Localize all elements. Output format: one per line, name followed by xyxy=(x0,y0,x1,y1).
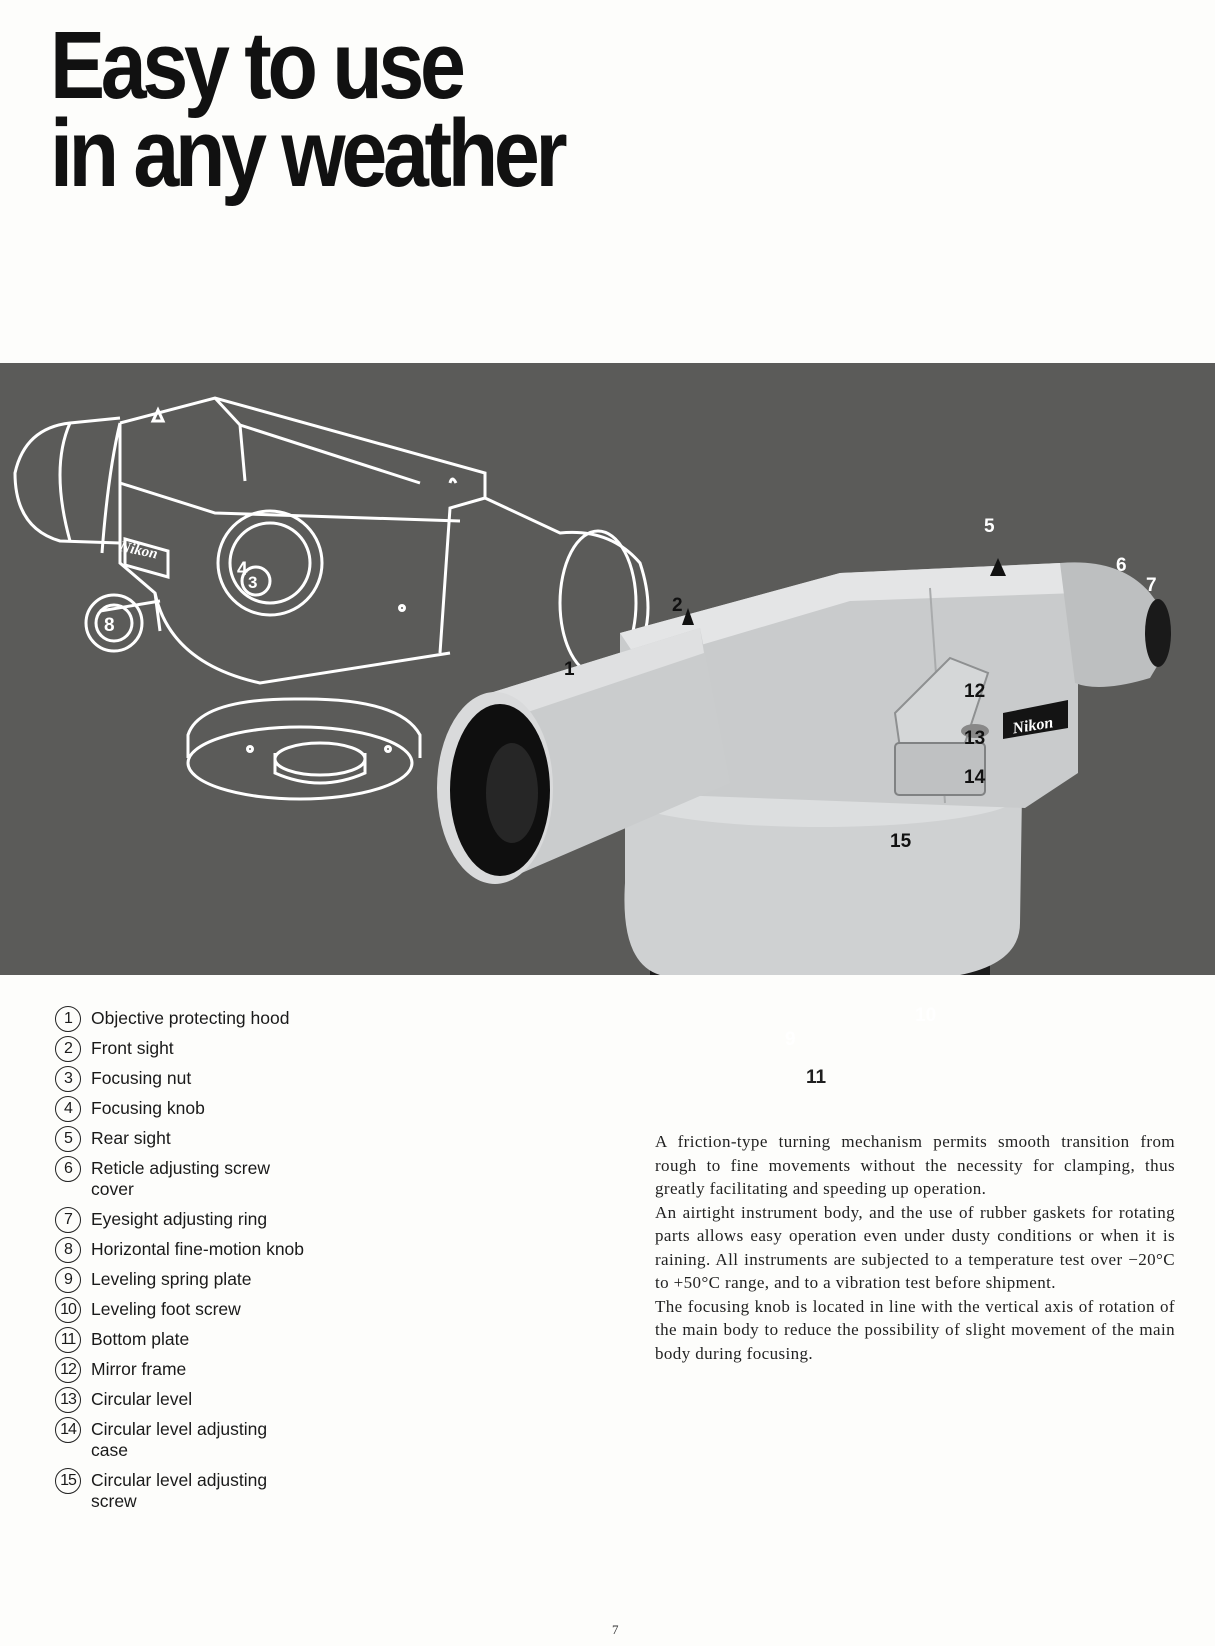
callout-11: 11 xyxy=(806,1067,827,1088)
legend-number-5: 5 xyxy=(55,1126,81,1152)
legend-label-10: Leveling foot screw xyxy=(91,1299,241,1319)
paragraph-airtight-body: An airtight instrument body, and the use of rubber gaskets for rotating parts allows easy operation even under dusty conditions or when it is raining. All instruments are subjected to a temperature test over −20°C to +50°C range, and to a vibration test before shipment. xyxy=(655,1202,1175,1292)
legend-label-5: Rear sight xyxy=(91,1128,171,1148)
outline-brand-text: Nikon xyxy=(118,538,160,563)
legend-item xyxy=(55,1096,385,1119)
legend-item xyxy=(55,1327,385,1350)
legend-number-4: 4 xyxy=(55,1096,81,1122)
callout-6: 6 xyxy=(1116,555,1127,576)
callout-8: 8 xyxy=(104,615,115,636)
callout-9: 9 xyxy=(785,1029,796,1050)
callout-7: 7 xyxy=(1146,575,1157,596)
legend-label-6: Reticle adjusting screw cover xyxy=(91,1158,270,1199)
legend-label-11: Bottom plate xyxy=(91,1329,190,1349)
legend-item xyxy=(55,1387,385,1410)
page-title xyxy=(50,12,564,207)
callout-12: 12 xyxy=(964,681,986,702)
legend-label-13: Circular level xyxy=(91,1389,193,1409)
legend-label-15: Circular level adjusting screw xyxy=(91,1470,268,1511)
callout-4: 4 xyxy=(237,559,248,580)
page-number: 7 xyxy=(612,1622,619,1637)
legend-label-14: Circular level adjusting case xyxy=(91,1419,268,1460)
legend-item xyxy=(55,1126,385,1149)
legend-item xyxy=(55,1468,385,1512)
product-photo-panel xyxy=(0,363,1215,975)
legend-label-4: Focusing knob xyxy=(91,1098,205,1118)
parts-legend xyxy=(55,1006,385,1519)
legend-number-6: 6 xyxy=(55,1156,81,1182)
paragraph-friction-mechanism: A friction-type turning mechanism permits smooth transition from rough to fine movements without the necessity for clamping, thus greatly facilitating and speeding up operation. xyxy=(655,1132,1175,1198)
description-text xyxy=(655,1130,1175,1365)
legend-number-15: 15 xyxy=(55,1468,81,1494)
photo-brand-text: Nikon xyxy=(1011,714,1055,738)
legend-item xyxy=(55,1297,385,1320)
callout-10: 10 xyxy=(915,1005,937,1026)
legend-label-1: Objective protecting hood xyxy=(91,1008,290,1028)
legend-number-9: 9 xyxy=(55,1267,81,1293)
legend-label-2: Front sight xyxy=(91,1038,174,1058)
callout-1: 1 xyxy=(564,659,575,680)
callout-2: 2 xyxy=(672,595,683,616)
legend-number-14: 14 xyxy=(55,1417,81,1443)
legend-item xyxy=(55,1357,385,1380)
legend-item xyxy=(55,1207,385,1230)
photo-instrument xyxy=(437,558,1171,975)
legend-label-12: Mirror frame xyxy=(91,1359,187,1379)
legend-number-2: 2 xyxy=(55,1036,81,1062)
legend-item xyxy=(55,1036,385,1059)
paragraph-focusing-knob: The focusing knob is located in line with the vertical axis of rotation of the main body to reduce the possibility of slight movement of the main body during focusing. xyxy=(655,1296,1175,1363)
legend-item xyxy=(55,1417,385,1461)
legend-number-10: 10 xyxy=(55,1297,81,1323)
callout-13: 13 xyxy=(964,728,986,749)
callout-3: 3 xyxy=(248,573,258,592)
legend-label-8: Horizontal fine-motion knob xyxy=(91,1239,305,1259)
legend-number-13: 13 xyxy=(55,1387,81,1413)
callout-5: 5 xyxy=(984,516,995,537)
callout-14: 14 xyxy=(964,767,986,788)
legend-item xyxy=(55,1267,385,1290)
legend-number-8: 8 xyxy=(55,1237,81,1263)
legend-number-7: 7 xyxy=(55,1207,81,1233)
legend-number-12: 12 xyxy=(55,1357,81,1383)
title-line-2: in any weather xyxy=(50,100,564,207)
legend-label-3: Focusing nut xyxy=(91,1068,192,1088)
callout-15: 15 xyxy=(890,831,912,852)
legend-number-3: 3 xyxy=(55,1066,81,1092)
legend-item xyxy=(55,1156,385,1200)
legend-number-11: 11 xyxy=(55,1327,81,1353)
legend-item xyxy=(55,1006,385,1029)
level-instrument-illustration xyxy=(0,363,1215,975)
legend-label-7: Eyesight adjusting ring xyxy=(91,1209,268,1229)
legend-item xyxy=(55,1237,385,1260)
title-line-1: Easy to use xyxy=(50,12,462,119)
legend-label-9: Leveling spring plate xyxy=(91,1269,252,1289)
legend-number-1: 1 xyxy=(55,1006,81,1032)
legend-item xyxy=(55,1066,385,1089)
